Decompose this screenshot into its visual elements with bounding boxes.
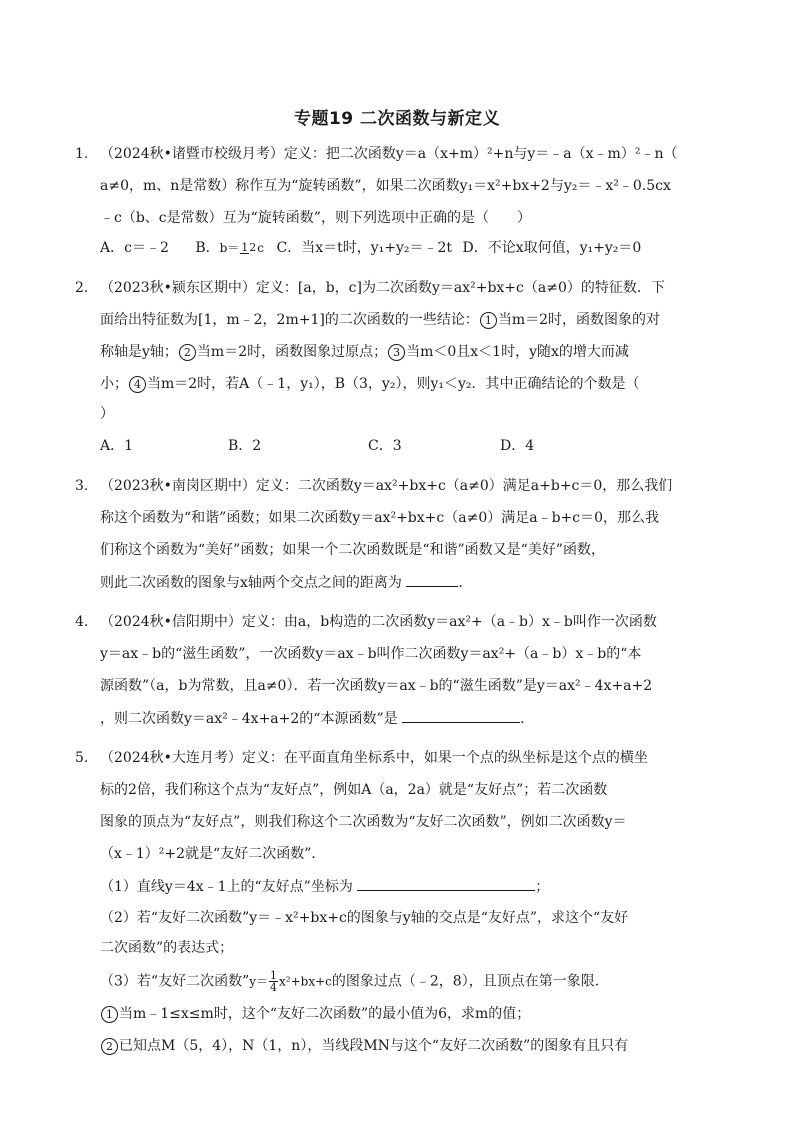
q1-option-a: A．c＝﹣2 — [100, 240, 169, 256]
q5-fraction: $\frac{1}{4}$ — [270, 969, 278, 994]
q5-line-4: （x﹣1）²+2就是“友好二次函数”． — [100, 846, 326, 862]
q5-subq-1: （1）直线y＝4x﹣1上的“友好点”坐标为 ； — [100, 876, 549, 897]
circled-number-2b: 2 — [101, 1038, 118, 1055]
q3-number: 3. — [75, 478, 89, 494]
q5-part-2: 2 已知点M（5，4），N（1，n），当线段MN与这个“友好二次函数”的图象有且只有 — [100, 1036, 628, 1056]
q1-line-3: ﹣c（b、c是常数）互为“旋转函数”，则下列选项中正确的是（ ） — [100, 210, 531, 226]
q4-line-2: y＝ax﹣b的“滋生函数”，一次函数y＝ax﹣b叫作二次函数y＝ax²+（a﹣b）x﹣b的“本 — [100, 646, 642, 662]
q1-line-2: a≠0，m、n是常数）称作互为“旋转函数”，如果二次函数y₁＝x²+bx+2与y₂＝﹣x²﹣0.5cx — [100, 178, 671, 194]
q5-subq-2-line-1: （2）若“友好二次函数”y＝﹣x²+bx+c的图象与y轴的交点是“友好点”，求这个“友好 — [100, 910, 629, 926]
q2-line-4: 小； 4 当m＝2时，若A（﹣1，y₁），B（3，y₂），则y₁＜y₂．其中正确结论的个数是（ — [100, 376, 640, 392]
q2-option-d: D．4 — [500, 438, 535, 454]
q1-number: 1. — [75, 146, 89, 162]
q1-option-b-fraction: 12 — [241, 241, 257, 254]
q2-option-a: A．1 — [100, 438, 134, 454]
q2-options — [100, 436, 534, 456]
q3-answer-blank — [406, 572, 458, 587]
circled-number-1: 1 — [480, 312, 497, 329]
q5-part-1: 1 当m﹣1≤x≤m时，这个“友好二次函数”的最小值为6，求m的值； — [100, 1004, 530, 1024]
q5-subq-3: （3）若“友好二次函数”y＝ $\frac{1}{4}$ x²+bx+c的图象过点（﹣2，8），且顶点在第一象限． — [100, 969, 609, 994]
q4-line-3: 源函数”（a，b为常数，且a≠0）．若一次函数y＝ax﹣b的“滋生函数”是y＝ax²﹣4x+a+2 — [100, 678, 653, 694]
q3-line-3: 们称这个函数为“美好”函数；如果一个二次函数既是“和谐”函数又是“美好”函数， — [100, 542, 605, 558]
q4-line-4: ，则二次函数y＝ax²﹣4x+a+2的“本源函数”是 ． — [100, 708, 534, 729]
q1-options — [100, 238, 641, 258]
q5-line-3: 图象的顶点为“友好点”，则我们称这个二次函数为“友好二次函数”，例如二次函数y＝ — [100, 814, 627, 830]
q2-line-1: （2023秋•颍东区期中）定义：[a，b，c]为二次函数y＝ax²+bx+c（a≠0）的特征数．下 — [100, 280, 665, 296]
q4-answer-blank — [402, 708, 520, 723]
page-title: 专题19 二次函数与新定义 — [293, 109, 501, 129]
circled-number-4: 4 — [129, 376, 146, 393]
q2-line-3: 称轴是y轴； 2 当m＝2时，函数图象过原点； 3 当m＜0且x＜1时，y随x的增大而减 — [100, 344, 629, 360]
q2-option-b: B．2 — [228, 438, 262, 454]
q3-line-1: （2023秋•南岗区期中）定义：二次函数y＝ax²+bx+c（a≠0）满足a+b+c＝0，那么我们 — [100, 478, 673, 494]
q1-option-d: D．不论x取何值，y₁+y₂＝0 — [462, 240, 642, 256]
q4-number: 4. — [75, 614, 89, 630]
q3-line-2: 称这个函数为“和谐”函数；如果二次函数y＝ax²+bx+c（a≠0）满足a﹣b+c＝0，那么我 — [100, 510, 660, 526]
q2-line-5: ） — [100, 406, 114, 422]
q5-subq-2-line-2: 二次函数”的表达式； — [100, 940, 234, 956]
q5-line-2: 标的2倍，我们称这个点为“友好点”，例如A（a，2a）就是“友好点”；若二次函数 — [100, 782, 608, 798]
q1-option-b-var: b＝ — [219, 241, 240, 255]
q1-line-1: （2024秋•诸暨市校级月考）定义：把二次函数y＝a（x+m）²+n与y＝﹣a（x﹣m）²﹣n（ — [100, 146, 678, 162]
q5-answer-blank — [357, 876, 535, 891]
q3-line-4: 则此二次函数的图象与x轴两个交点之间的距离为 ． — [100, 572, 472, 593]
circled-number-2: 2 — [179, 344, 196, 361]
q4-line-1: （2024秋•信阳期中）定义：由a，b构造的二次函数y＝ax²+（a﹣b）x﹣b叫作一次函数 — [100, 614, 657, 630]
circled-number-3: 3 — [388, 344, 405, 361]
q1-option-b-c: c — [257, 241, 265, 255]
q2-line-2: 面给出特征数为[1，m﹣2，2m+1]的二次函数的一些结论： 1 当m＝2时，函数图象的对 — [100, 312, 661, 328]
circled-number-1b: 1 — [101, 1006, 118, 1023]
q5-number: 5. — [75, 750, 89, 766]
q1-option-c: C．当x＝t时，y₁+y₂＝﹣2t — [276, 240, 453, 256]
q2-number: 2. — [75, 280, 89, 296]
q1-option-b-label: B． — [195, 240, 220, 256]
q2-option-c: C．3 — [368, 438, 402, 454]
q5-line-1: （2024秋•大连月考）定义：在平面直角坐标系中，如果一个点的纵坐标是这个点的横坐 — [100, 750, 648, 766]
